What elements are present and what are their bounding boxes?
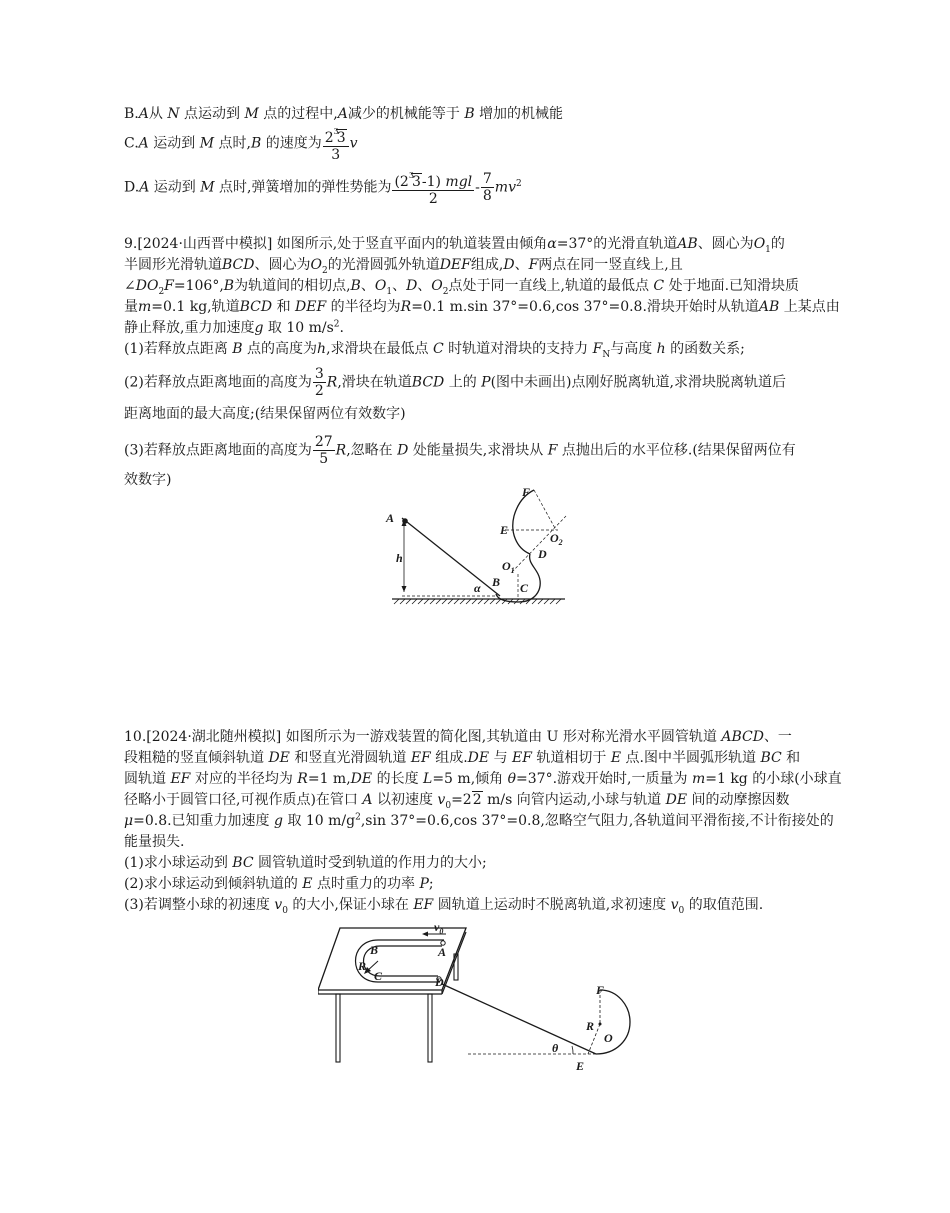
table-leg — [336, 994, 340, 1062]
q10-part-3: (3)若调整小球的初速度 $v_0$ 的大小,保证小球在 EF 圆轨道上运动时不脱离轨道,求初速度 $v_0$ 的取值范围. — [124, 897, 764, 916]
q9-part-3: (3)若释放点距离地面的高度为 $\frac{27}{5}$ R,忽略在 D 处能量损失,求滑块从 F 点抛出后的水平位移.(结果保留两位有 — [124, 434, 796, 467]
q10-part-2: (2)求小球运动到倾斜轨道的 E 点时重力的功率 P; — [124, 876, 434, 892]
label-d: D — [435, 975, 444, 989]
label-a: A — [438, 945, 447, 959]
label-r: R — [358, 959, 367, 973]
label-c: C — [520, 581, 529, 595]
label-v0: $v_0$ — [434, 920, 444, 936]
fraction-27-over-5: $\frac{27}{5}$ — [314, 434, 333, 467]
label-alpha: α — [474, 581, 481, 595]
label-f: F — [596, 983, 605, 997]
q9-line-2: 半圆形光滑轨道BCD、圆心为$O_2$的光滑圆弧外轨道DEF组成,D、F两点在同一竖直线上,且 — [124, 257, 683, 276]
figure-q9-track — [380, 482, 580, 612]
label-e: E — [576, 1059, 585, 1073]
q9-part-2: (2)若释放点距离地面的高度为 $\frac{3}{2}$ R,滑块在轨道BCD 上的 P(图中未画出)点刚好脱离轨道,求滑块脱离轨道后 — [124, 366, 786, 399]
option-b: B.A从 N 点运动到 M 点的过程中,A减少的机械能等于 B 增加的机械能 — [124, 106, 564, 122]
label-f: F — [522, 485, 531, 499]
label-b: B — [492, 575, 501, 589]
fraction-3-over-2: $\frac{3}{2}$ — [314, 366, 324, 399]
q10-part-1: (1)求小球运动到 BC 圆管轨道时受到轨道的作用力的大小; — [124, 855, 487, 871]
label-o2: $O_2$ — [550, 531, 563, 547]
incline-de — [442, 984, 596, 1054]
fraction-2-cbrt3-over-3: $\frac{2^33}{3}$ — [323, 124, 349, 163]
label-d: D — [538, 547, 547, 561]
q9-line-5: 静止释放,重力加速度g 取 10 $m/s^2$. — [124, 319, 344, 336]
q10-line-3: 圆轨道 EF 对应的半径均为 R=1 m,DE 的长度 L=5 m,倾角 θ=37°.游戏开始时,一质量为 m=1 kg 的小球(小球直 — [124, 771, 842, 787]
label-c: C — [374, 969, 383, 983]
q9-part-2-cont: 距离地面的最大高度;(结果保留两位有效数字) — [124, 406, 406, 422]
q10-line-4: 径略小于圆管口径,可视作质点)在管口 A 以初速度 $v_0=22$ m/s 向管内运动,小球与轨道 DE 间的动摩擦因数 — [124, 792, 790, 811]
label-h: h — [396, 551, 403, 565]
label-o1: $O_1$ — [502, 559, 515, 575]
label-b: B — [370, 943, 379, 957]
incline-ab — [402, 518, 500, 596]
fraction-7-over-8: $\frac{7}{8}$ — [482, 171, 492, 204]
option-c: C.A 运动到 M 点时,B 的速度为 $\frac{2^33}{3}$ v — [124, 124, 358, 163]
q9-part-3-cont: 效数字) — [124, 472, 172, 488]
fraction-spring-energy: $\frac{(2^33-1) mgl}{2}$ — [392, 168, 474, 207]
option-d: D.A 运动到 M 点时,弹簧增加的弹性势能为 $\frac{(2^33-1) mgl}{2}$ - $\frac{7}{8}$ $mv^2$ — [124, 168, 522, 207]
label-e: E — [500, 523, 509, 537]
table-top — [318, 928, 466, 990]
figure-q10-game-device — [318, 920, 638, 1078]
slider-block — [402, 518, 408, 524]
label-o: O — [604, 1031, 613, 1045]
q10-line-5: μ=0.8.已知重力加速度 g 取 10 $m/g^2,\sin$ 37°=0.6,cos 37°=0.8,忽略空气阻力,各轨道间平滑衔接,不计衔接处的 — [124, 812, 834, 829]
circle-track-ef — [596, 990, 630, 1054]
label-a: A — [386, 511, 395, 525]
q10-line-6: 能量损失. — [124, 834, 185, 850]
q10-line-2: 段粗糙的竖直倾斜轨道 DE 和竖直光滑圆轨道 EF 组成.DE 与 EF 轨道相切于 E 点.图中半圆弧形轨道 BC 和 — [124, 750, 801, 766]
ground-hatching — [394, 599, 561, 604]
q10-line-1: 10.[2024·湖北随州模拟] 如图所示为一游戏装置的简化图,其轨道由 U 形对称光滑水平圆管轨道 ABCD、一 — [124, 729, 792, 745]
q9-part-1: (1)若释放点距离 B 点的高度为h,求滑块在最低点 C 时轨道对滑块的支持力 $F_N$与高度 h 的函数关系; — [124, 341, 745, 360]
q9-line-1: 9.[2024·山西晋中模拟] 如图所示,处于竖直平面内的轨道装置由倾角α=37°的光滑直轨道AB、圆心为$O_1$的 — [124, 236, 785, 255]
arc-def — [513, 490, 534, 554]
label-theta: θ — [552, 1041, 559, 1055]
label-r2: R — [586, 1019, 595, 1033]
table-leg — [428, 994, 432, 1062]
q9-line-3: $\angle DO_2F=106^\circ,B$为轨道间的相切点,B、$O_1$、D、$O_2$点处于同一直线上,轨道的最低点 C 处于地面.已知滑块质 — [124, 278, 800, 297]
q9-line-4: 量m=0.1 kg,轨道BCD 和 DEF 的半径均为R=0.1 m.sin 37°=0.6,cos 37°=0.8.滑块开始时从轨道AB 上某点由 — [124, 299, 840, 315]
